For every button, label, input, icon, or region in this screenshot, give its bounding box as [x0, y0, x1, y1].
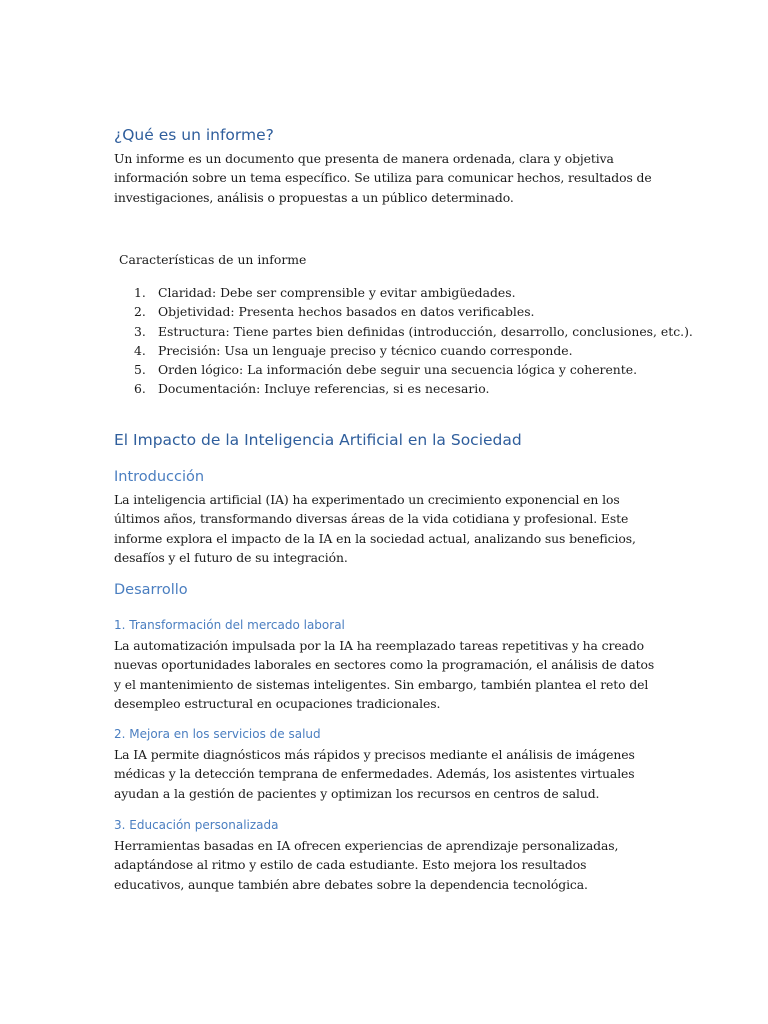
characteristics-list: [114, 283, 693, 399]
list-item: 6. Documentación: Incluye referencias, si es necesario.: [134, 381, 490, 397]
list-item: 5. Orden lógico: La información debe seguir una secuencia lógica y coherente.: [134, 362, 638, 378]
intro-paragraph: Un informe es un documento que presenta de manera ordenada, clara y objetiva información sobre un tema específico. Se utiliza para comunicar hechos, resultados de investigaciones, análisis o propuestas a un público determinado.: [114, 151, 652, 205]
subsection-heading-health: 2. Mejora en los servicios de salud: [114, 727, 321, 741]
subsection-heading-education: 3. Educación personalizada: [114, 818, 279, 832]
list-item: 3. Estructura: Tiene partes bien definidas (introducción, desarrollo, conclusiones, etc.).: [134, 323, 693, 339]
introduction-heading: Introducción: [114, 469, 205, 485]
report-title: El Impacto de la Inteligencia Artificial en la Sociedad: [114, 431, 522, 449]
subsection-paragraph-health: La IA permite diagnósticos más rápidos y precisos mediante el análisis de imágenes médicas y la detección temprana de enfermedades. Además, los asistentes virtuales ayudan a la gestión de pacientes y optimizan los recursos en centros de salud.: [114, 747, 635, 801]
characteristics-title: Características de un informe: [119, 252, 307, 267]
subsection-paragraph-labor: La automatización impulsada por la IA ha reemplazado tareas repetitivas y ha creado nuevas oportunidades laborales en sectores como la programación, el análisis de datos y el mantenimiento de sistemas inteligentes. Sin embargo, también plantea el reto del desempleo estructural en ocupaciones tradicionales.: [114, 638, 655, 712]
list-item: 1. Claridad: Debe ser comprensible y evitar ambigüedades.: [134, 285, 516, 300]
introduction-paragraph: La inteligencia artificial (IA) ha experimentado un crecimiento exponencial en los últimos años, transformando diversas áreas de la vida cotidiana y profesional. Este informe explora el impacto de la IA en la sociedad actual, analizando sus beneficios, desafíos y el futuro de su integración.: [114, 492, 636, 566]
list-item: 2. Objetividad: Presenta hechos basados en datos verificables.: [134, 304, 535, 320]
list-item: 4. Precisión: Usa un lenguaje preciso y técnico cuando corresponde.: [134, 342, 573, 358]
section-title-what-is-report: ¿Qué es un informe?: [114, 126, 274, 144]
subsection-paragraph-education: Herramientas basadas en IA ofrecen experiencias de aprendizaje personalizadas, adaptándose al ritmo y estilo de cada estudiante. Esto mejora los resultados educativos, aunque también abre debates sobre la dependencia tecnológica.: [114, 838, 619, 892]
subsection-heading-labor: 1. Transformación del mercado laboral: [114, 618, 345, 632]
development-heading: Desarrollo: [114, 582, 188, 598]
